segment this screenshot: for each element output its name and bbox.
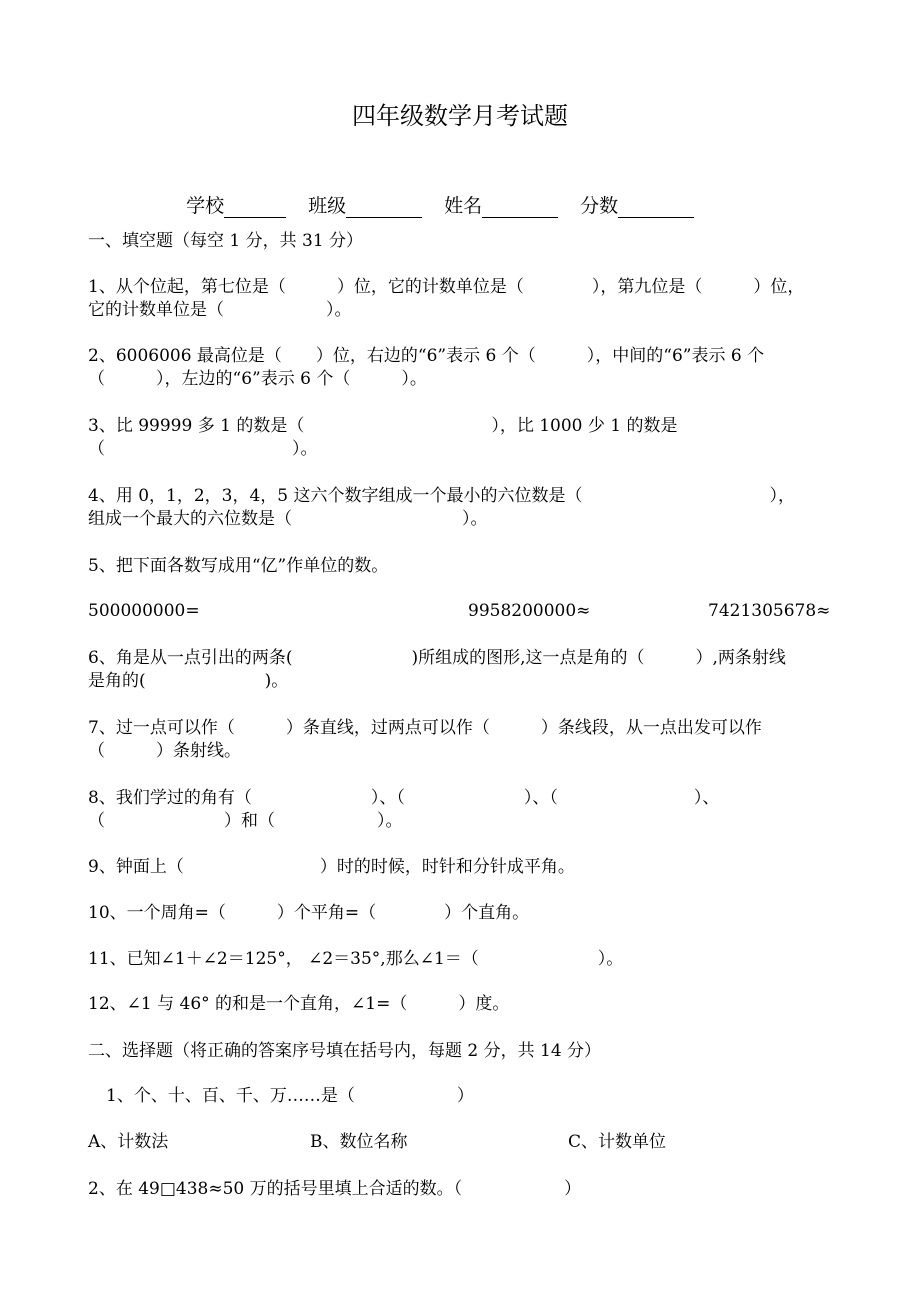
question-5-item-3: 7421305678≈	[708, 601, 831, 621]
student-info-row	[174, 169, 694, 218]
question-9: 9、钟面上（ ）时的时候，时针和分针成平角。	[88, 857, 575, 877]
question-4-line1: 4、用 0，1，2，3，4，5 这六个数字组成一个最小的六位数是（ ），	[88, 486, 796, 506]
score-label: 分数	[580, 195, 619, 217]
question-6-line2: 是角的( )。	[88, 671, 289, 691]
school-label: 学校	[186, 195, 225, 217]
question-3-line1: 3、比 99999 多 1 的数是（ ），比 1000 少 1 的数是	[88, 416, 678, 436]
choice-1-option-c: C、计数单位	[568, 1132, 667, 1152]
choice-1-option-b: B、数位名称	[310, 1132, 408, 1152]
school-blank[interactable]	[224, 197, 286, 218]
question-7-line2: （ ）条射线。	[88, 741, 241, 761]
score-blank[interactable]	[618, 197, 694, 218]
section1-heading: 一、填空题（每空 1 分，共 31 分）	[88, 231, 364, 251]
name-blank[interactable]	[482, 197, 558, 218]
question-12: 12、∠1 与 46° 的和是一个直角，∠1=（ ）度。	[88, 994, 510, 1014]
question-4-line2: 组成一个最大的六位数是（ ）。	[88, 509, 488, 529]
question-5: 5、把下面各数写成用“亿”作单位的数。	[88, 556, 389, 576]
question-1-line1: 1、从个位起，第七位是（ ）位，它的计数单位是（ ），第九位是（ ）位，	[88, 277, 805, 297]
page-title: 四年级数学月考试题	[352, 102, 568, 130]
question-7-line1: 7、过一点可以作（ ）条直线，过两点可以作（ ）条线段，从一点出发可以作	[88, 718, 762, 738]
class-blank[interactable]	[346, 197, 422, 218]
choice-question-2: 2、在 49□438≈50 万的括号里填上合适的数。（ ）	[88, 1179, 582, 1199]
question-11: 11、已知∠1＋∠2＝125°， ∠2＝35°,那么∠1＝（ ）。	[88, 949, 624, 969]
question-1-line2: 它的计数单位是（ ）。	[88, 300, 352, 320]
question-10: 10、一个周角=（ ）个平角=（ ）个直角。	[88, 903, 530, 923]
choice-question-1: 1、个、十、百、千、万……是（ ）	[106, 1086, 474, 1106]
question-2-line2: （ ），左边的“6”表示 6 个（ ）。	[88, 369, 427, 389]
question-2-line1: 2、6006006 最高位是（ ）位，右边的“6”表示 6 个（ ），中间的“6”表示 6 个	[88, 346, 765, 366]
question-6-line1: 6、角是从一点引出的两条( )所组成的图形,这一点是角的（ ）,两条射线	[88, 648, 786, 668]
choice-1-option-a: A、计数法	[88, 1132, 169, 1152]
question-3-line2: （ ）。	[88, 439, 318, 459]
question-5-item-1: 500000000=	[88, 601, 200, 621]
question-8-line1: 8、我们学过的角有（ ）、（ ）、（ ）、	[88, 788, 720, 808]
question-5-item-2: 9958200000≈	[468, 601, 591, 621]
name-label: 姓名	[444, 195, 483, 217]
question-8-line2: （ ）和（ ）。	[88, 811, 403, 831]
class-label: 班级	[308, 195, 347, 217]
section2-heading: 二、选择题（将正确的答案序号填在括号内，每题 2 分，共 14 分）	[88, 1041, 602, 1061]
